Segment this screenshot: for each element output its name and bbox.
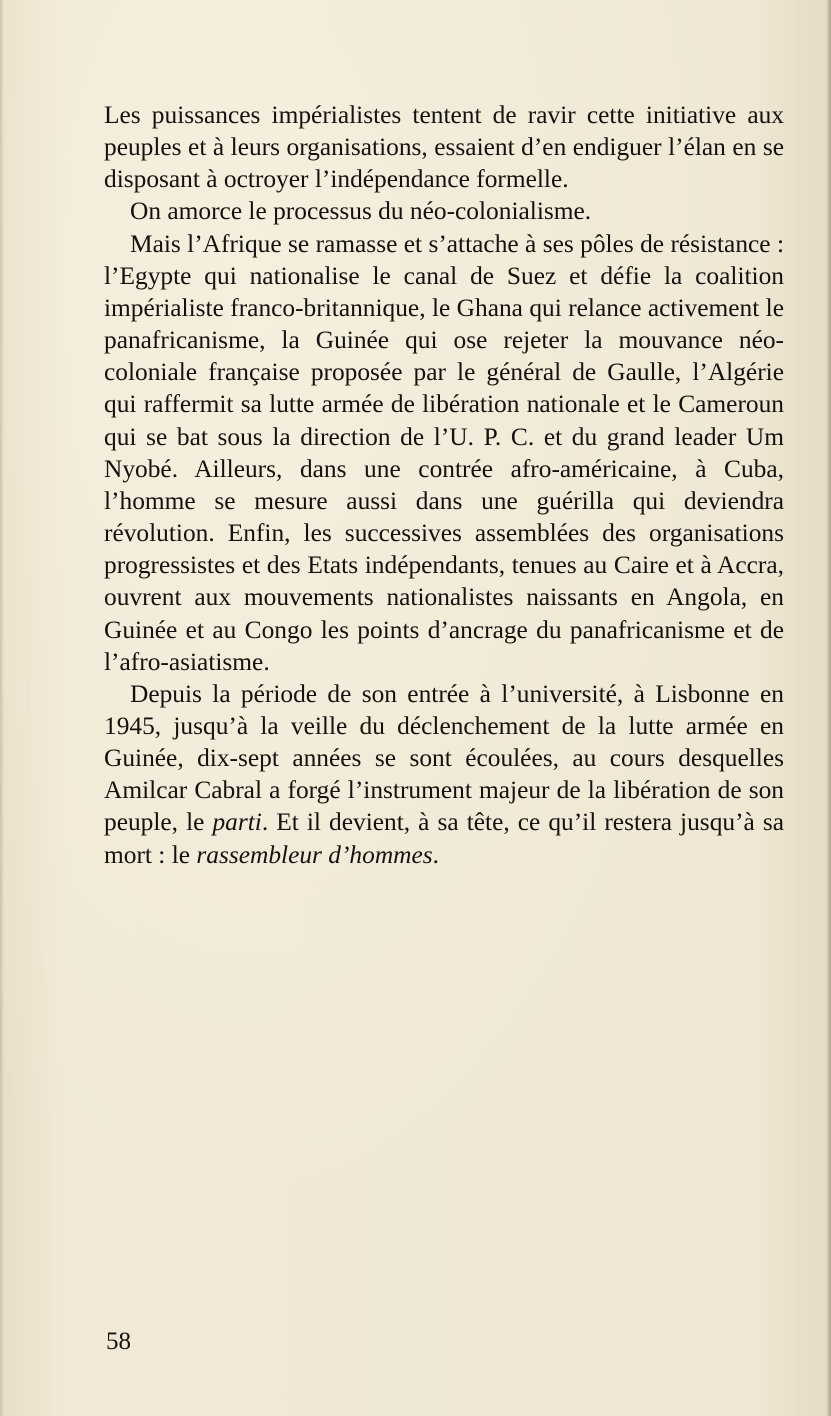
paragraph-4-part-2: . Et il devient, à sa tête, ce qu’il restera jusqu’à sa mort : le xyxy=(104,808,785,869)
paragraph-2: On amorce le processus du néo-colonialisme. xyxy=(130,197,592,226)
paragraph-4-end: . xyxy=(432,840,440,869)
rassembleur-emphasis: rassembleur d’hommes xyxy=(196,840,433,869)
body-text xyxy=(104,99,784,871)
page-number: 58 xyxy=(106,1328,131,1355)
paragraph-3: Mais l’Afrique se ramasse et s’attache à ses pôles de résistance : l’Egypte qui nationalise le canal de Suez et défie la coalition impérialiste franco-britannique, le Ghana qui relance activement le panafricanisme, la Guinée qui ose rejeter la mouvance néo-coloniale française proposée par le général de Gaulle, l’Algérie qui raffermit sa lutte armée de libération nationale et le Cameroun qui se bat sous la direction de l’U. P. C. et du grand leader Um Nyobé. Ailleurs, dans une contrée afro-américaine, à Cuba, l’homme se mesure aussi dans une guérilla qui deviendra révolution. Enfin, les successives assemblées des organisations progressistes et des Etats indépendants, tenues au Caire et à Accra, ouvrent aux mouvements nationalistes naissants en Angola, en Guinée et au Congo les points d’ancrage du panafricanisme et de l’afro-asiatisme. xyxy=(104,229,784,676)
page-right-edge xyxy=(826,0,831,1416)
paragraph-4-part-1: Depuis la période de son entrée à l’université, à Lisbonne en 1945, jusqu’à la veille du déclenchement de la lutte armée en Guinée, dix-sept années se sont écoulées, au cours desquelles Amilcar Cabral a forgé l’instrument majeur de la libération de son peuple, le xyxy=(104,679,784,837)
paragraph-1: Les puissances impérialistes tentent de ravir cette initiative aux peuples et à leurs organisations, essaient d’en endiguer l’élan en se disposant à octroyer l’indépendance formelle. xyxy=(104,101,784,194)
page-left-edge xyxy=(0,0,4,1416)
paragraph-4 xyxy=(104,678,784,871)
parti-emphasis: parti xyxy=(212,808,262,837)
